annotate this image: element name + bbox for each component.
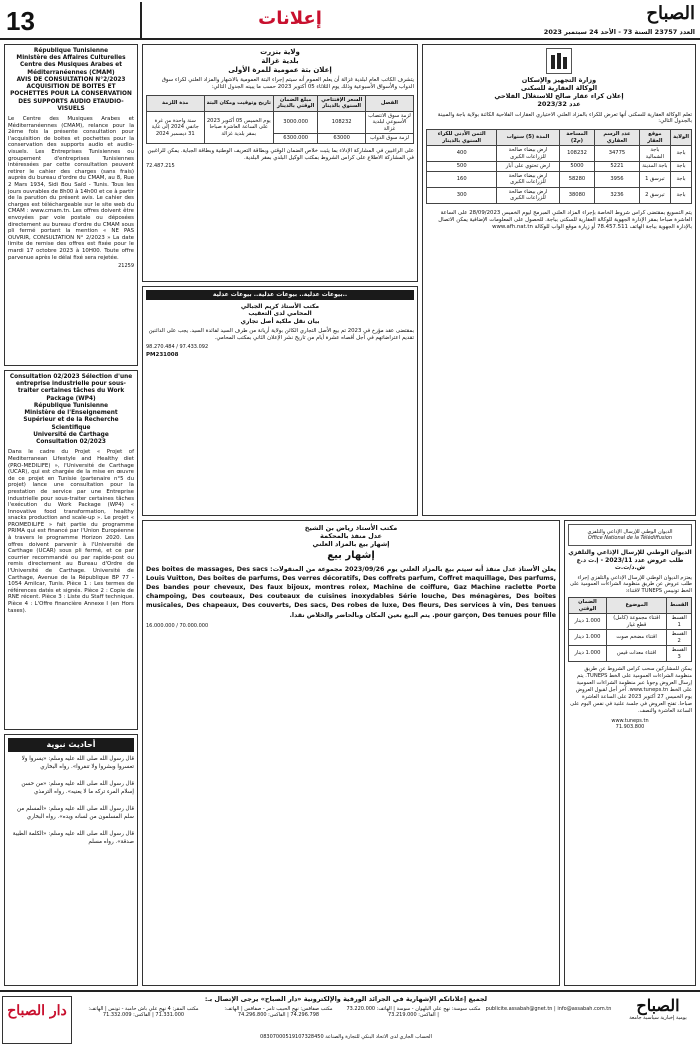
ucar-title-line: Université de Carthage [33, 431, 109, 438]
table-cell: 5221 [595, 162, 639, 172]
newspaper-logo [600, 3, 695, 25]
table-cell: اقتناء مجموعة (كامل) قطع غيار [606, 614, 666, 630]
auction-title-line: مكتب الأستاذ رياض بن الشيخ [304, 524, 398, 532]
table-cell: 58280 [559, 171, 595, 187]
onat-table [568, 597, 692, 662]
column-header: الفصل [365, 95, 413, 111]
hadith-box [4, 734, 138, 986]
footer-logo-left [2, 996, 72, 1044]
table-header-row [147, 95, 414, 111]
column-header: مدة اللزمة [147, 95, 205, 111]
onat-org-fr: Office National de la Télédiffusion [587, 535, 673, 541]
table-row [427, 187, 692, 203]
ucar-title-line: République Tunisienne [33, 402, 109, 409]
table-row [569, 630, 692, 646]
table-cell: القسط 3 [667, 646, 692, 662]
column-header: عدد الرسم العقاري [595, 130, 639, 146]
column-header: الموضوع [606, 598, 666, 614]
table-cell: 63000 [318, 134, 366, 144]
table-cell: اقتناء معدات قيس [606, 646, 666, 662]
ad-lease [422, 44, 696, 516]
lawyer-title-line: المحامي لدى التعقيب [248, 310, 312, 317]
footer-box: مكتب صفاقس: نهج الحبيب ثامر - صفاقس | الهاتف: 74.296.798 | الفاكس: 74.296.800 [224, 1006, 333, 1019]
table-cell: تبرسق 1 [639, 171, 670, 187]
table-row [569, 646, 692, 662]
ad-cmam [4, 44, 138, 366]
cmam-title-line: Ministère des Affaires Culturelles [16, 55, 126, 62]
hadith-list [8, 756, 134, 846]
table-cell: باجة الشمالية [639, 146, 670, 162]
ucar-title-line: Consultation 02/2023 Sélection d'une entreprise industrielle pour sous-traiter certaines tâches du Work Package (WP4) [9, 374, 133, 402]
cmam-title-line: ACQUISITION DE BOITES ET POCHETTES POUR LA CONSERVATION DES SUPPORTS AUDIO ETAUDIO-VISUELS [10, 84, 132, 112]
table-header-row [569, 598, 692, 614]
footer-logo-caption: يومية إخبارية سياسية جامعة [629, 1015, 687, 1021]
table-cell: القسط 2 [667, 630, 692, 646]
page-footer [0, 990, 700, 1045]
onat-org-ar: الديوان الوطني للإرسال الإذاعي والتلفزي [587, 528, 673, 535]
cmam-ref: 21259 [118, 263, 134, 270]
table-cell: تبرسق 2 [639, 187, 670, 203]
cmam-title [8, 48, 134, 113]
auction-ref: 16.000.000 / 70.000.000 [146, 622, 209, 629]
ad-ucar-consultation [4, 370, 138, 730]
hadith-banner: أحاديث نبوية [8, 738, 134, 752]
lease-title-line: إعلان كراء عقار صالح للاستغلال الفلاحي [494, 92, 624, 101]
table-cell: 1.000 دينار [569, 646, 607, 662]
onat-title-line: طلب عروض عدد 2023/11 - إ.ت د.ع ش.د/ت.ت [576, 556, 684, 571]
footer-logo-text: دار الصباح [7, 1003, 67, 1019]
column-header: الضمان الوقتي [569, 598, 607, 614]
cmam-body: Le Centre des Musiques Arabes et Méditerranéennes (CMAM), relance pour la 2ème fois la présente consultation pour l'acquisition de boites et pochettes pour la conservation des supports audio et audio-visuels. Les Entreprises Tunisiennes ou groupement d'entreprises Tunisiennes intéressées par cette consultation peuvent retirer le cahier des charges (sans frais) auprès du bureau d'ordre du CMAM, au 8, Rue 2 Mars 1934, Sidi Bou Saïd - Tunis. Tous les jours ouvrables de 8h00 à 14h00 et ce à partir de la parution du présent avis. Le cahier des charges est téléchargeable sur le site web du CMAM : www.cmam.tn. Les offres doivent être envoyées par voie postale ou déposées directement au bureau d'ordre du CMAM sous pli fermé portant la mention « NE PAS OUVRIR, CONSULTATION N° 2/2023 » La date limite de remise des offres est fixée pour le mardi 17 octobre 2023 à 10H00. Toute offre parvenue après le délai fixé sera rejetée. [8, 116, 134, 261]
column-header: مبلغ الضمان الوقتي بالدينار [273, 95, 317, 111]
onat-title [568, 549, 692, 572]
lease-body: يتم التسويغ بمقتضى كراس شروط الخاصة بإجراء المزاد العلني المبرمج ليوم الخميس 28/09/2023 على الساعة العاشرة صباحا بمقر الإدارة الجهوية للوكالة العقارية للسكنى بباجة. للحصول على المعلومات الإضافية يمكن الاتصال بالإدارة الجهوية بباجة الهاتف 78.457.511 أو زيارة موقع الواب للوكالة www.afh.nat.tn [438, 209, 692, 231]
lawyer-body: بمقتضى عقد مؤرخ في 2023 تم بيع الأصل التجاري الكائن بولاية أريانة من طرف السيد لفائدة السيد. يجب على الدائنين تقديم اعتراضاتهم في أجل أقصاه عشرة أيام من تاريخ نشر الإعلان الثاني بمكتب المحامي. [148, 328, 414, 341]
table-cell: ارض بيضاء صالحة للزراعات الكبرى [497, 187, 559, 203]
table-cell: باجة [671, 171, 692, 187]
bizerte-title-line: ولاية بنزرت [260, 48, 300, 56]
footer-logo-name: الصباح [636, 996, 680, 1015]
table-row [569, 614, 692, 630]
table-row [427, 171, 692, 187]
table-row [427, 146, 692, 162]
table-cell: 3000.000 [273, 111, 317, 134]
table-cell: ارض تحتوي على آبار [497, 162, 559, 172]
bizerte-body: على الراغبين في المشاركة الإدلاء بما يثبت خلاص الضمان الوقتي وبطاقة التعريف الوطنية وبطاقة الجباية. يمكن للراغبين في المشاركة الاطلاع على كراس الشروط بمكتب الوكيل البلدي بمقر البلدية. [147, 147, 414, 161]
bizerte-table [146, 95, 414, 144]
lease-title-line: وزارة التجهيز والإسكان [521, 76, 597, 84]
table-cell: 34775 [595, 146, 639, 162]
cmam-title-line: Centre des Musiques Arabes et Méditerranéennes (CMAM) [20, 62, 122, 76]
column-header: السعر الإفتتاحي السنوي بالدينار [318, 95, 366, 111]
onat-tel: 71.903.800 [615, 724, 645, 731]
table-cell: باجة [671, 146, 692, 162]
header-divider [140, 2, 142, 38]
page-number: 13 [6, 6, 35, 36]
ad-onat [564, 520, 696, 986]
bizerte-title-line: بلدية غزالة [261, 56, 299, 65]
column-header: القسط [667, 598, 692, 614]
cmam-title-line: République Tunisienne [33, 48, 109, 54]
auction-title-line: إشهار بيع بالمزاد العلني [312, 540, 390, 549]
table-cell: ارض بيضاء صالحة للزراعات الكبرى [497, 146, 559, 162]
table-cell: 500 [427, 162, 497, 172]
table-cell: سنة واحدة من غرة جانفي 2024 إلى غاية 31 ديسمبر 2024 [147, 111, 205, 143]
column-header: الولاية [671, 130, 692, 146]
hadith-item: قال رسول الله صلى الله عليه وسلم: «من حسن إسلام المرء تركه ما لا يعنيه». رواه الترمذي [21, 781, 134, 795]
lease-table [426, 129, 692, 204]
table-row [147, 111, 414, 134]
table-cell: 300 [427, 187, 497, 203]
table-cell: 6300.000 [273, 134, 317, 144]
table-cell: لزمة سوق الدواب [365, 134, 413, 144]
bizerte-intro: يتشرف الكاتب العام لبلدية غزالة أن يعلم العموم أنه سيتم إجراء البتة العمومية بالاشهار والمزاد العلني لكراء سوق الدواب والأسواق الأسبوعية وذلك يوم الثلاثاء 05 أكتوبر 2023 حسب ما يبينه الجدول التالي: [161, 77, 414, 90]
onat-title-line: الديوان الوطني للإرسال الإذاعي والتلفزي [568, 549, 692, 556]
column-header: الثمن الأدنى للكراء السنوي بالدينار [427, 130, 497, 146]
ucar-title-line: Ministère de l'Enseignement Supérieur et de la Recherche Scientifique [23, 410, 119, 431]
ad-lawyer [142, 286, 418, 516]
table-header-row [427, 130, 692, 146]
lease-intro: تعلم الوكالة العقارية للسكنى أنها تعرض للكراء بالمزاد العلني الاختياري العقارات الفلاحية الكائنة بولاية باجة والمبينة بالجدول التالي: [437, 111, 692, 125]
table-cell: القسط 1 [667, 614, 692, 630]
table-cell: 1.000 دينار [569, 614, 607, 630]
logo-text: الصباح [646, 3, 695, 24]
table-cell: 5000 [559, 162, 595, 172]
table-cell: 1.000 دينار [569, 630, 607, 646]
table-cell: لزمة سوق الانتصاب الأسبوعي لبلدية غزالة [365, 111, 413, 134]
lawyer-ref: 98.270.484 / 97.433.092 [146, 343, 209, 350]
auction-body: يعلن الأستاذ عدل منفذ أنه سيتم بيع بالمزاد العلني يوم 2023/09/26 مجموعة من المنقولات: Des boites de massages, Des sacs Louis Vuitton, Des boites de parfums, Des verres décoratifs, Des coffrets parfum, Coffret maquillage, Des parfums, Des bandes pour cheveux, Des faux bijoux, montres rolex, Machine de coiffure, Gaz Machine raclette Porte champoing, Des couteaux, Des couteaux de cuisines inoxydables Série louche, Des ménagères, Des boites musicales, Des chapeaux, Des couverts, Des sacs, Des robes de luxe, Des fleurs, Des services à vin, Des tenues pour garçon, Des tenues pour fille. يتم البيع بعين المكان وبالحاضر والخلاص نقدا. [146, 565, 557, 619]
section-title: إعلانات [258, 8, 322, 29]
footer-banner: لجميع إعلاناتكم الإشهارية في الجرائد الورقية والإلكترونية «دار الصباح» يرجى الإتصال بـ: [204, 995, 488, 1003]
lease-title-line: الوكالة العقارية للسكنى [520, 84, 598, 93]
onat-intro: يعتزم الديوان الوطني للإرسال الإذاعي والتلفزي إجراء طلب عروض عن طريق منظومة الشراءات العمومية على الخط تونيبس TUNEPS لاقتناء: [569, 574, 692, 594]
cmam-title-line: AVIS DE CONSULTATION N°2/2023 [16, 76, 126, 83]
column-header: المساحة (م2) [559, 130, 595, 146]
column-header: موقع العقار [639, 130, 670, 146]
table-cell: 108232 [318, 111, 366, 134]
bizerte-ref: 72.487.215 [146, 163, 175, 170]
footer-logo-right [620, 996, 696, 1044]
bizerte-title-line: إعلان بتة عمومية للمرة الأولى [228, 65, 332, 74]
auction-banner: إشهار بيع [327, 550, 375, 562]
ad-auction [142, 520, 560, 986]
table-cell: 400 [427, 146, 497, 162]
table-cell: باجة [671, 162, 692, 172]
table-row [427, 162, 692, 172]
column-header: تاريخ وتوقيت ومكان البتة [204, 95, 273, 111]
lawyer-title [146, 303, 414, 326]
auction-title [146, 524, 556, 548]
agency-logo-icon [546, 48, 572, 74]
ucar-title-line: Consultation 02/2023 [36, 439, 106, 446]
footer-box: مكتب المقر: 4 نهج علي باش حامبة - تونس | الهاتف: 71.331.000 | الفاكس: 71.332.009 [88, 1006, 199, 1019]
table-cell: 160 [427, 171, 497, 187]
table-cell: 108232 [559, 146, 595, 162]
issue-line: العدد 23757 السنة 73 - الأحد 24 سبتمبر 2023 [543, 28, 695, 36]
table-cell: باجة المدينة [639, 162, 670, 172]
table-cell: اقتناء مضخم صوت [606, 630, 666, 646]
table-cell: ارض بيضاء صالحة للزراعات الكبرى [497, 171, 559, 187]
onat-web[interactable]: www.tuneps.tn [611, 718, 649, 725]
hadith-item: قال رسول الله صلى الله عليه وسلم: «المسلم من سلم المسلمون من لسانه ويده». رواه البخاري [17, 806, 134, 820]
bizerte-title [146, 48, 414, 74]
auction-title-line: عدل منفذ بالمحكمة [320, 532, 382, 541]
lease-title-line: عدد 2023/32 [537, 100, 581, 109]
footer-box: مكتب سوسة: نهج علي البلهوان - سوسة | الهاتف: 73.220.000 | الفاكس: 73.219.000 [346, 1006, 481, 1019]
ucar-body: Dans le cadre du Projet « Projet of Mediterranean Lifestyle and Healthy diet (PRO-MEDILIFE) », l'Université de Carthage (UCAR), qui est chargée de la mise en œuvre de ce projet en Tunisie (partenaire n°5 du projet) lance une consultation pour la prestation de service par une Entreprise industrielle pour sous-traiter certaines tâches l'exécution du Work Package (WP4) « Innovative food transformation, healthy snacks production and scale-up ». Le projet « PROMEDILIFE » fait partie du programme PRIMA qui est financé par l'Union Européenne à travers le programme Horizon 2020. Les offres doivent parvenir à l'Université de Carthage (UCAR) sous pli fermé, et ce par courrier recommandé ou par rapide-post ou remis directement au Bureau d'Ordre de l'Université de Carthage. Université de Carthage, Avenue de la République BP 77 - 1054 Amilcar, Tunis. Pièce 1 : Les termes de références datés et signés. Pièce 2 : Copie de RNE récent. Pièce 3 : Liste du Staff technique. Pièce 4 : L'Offre financière Annexe I (en Hors taxes). [8, 449, 134, 614]
lawyer-banner: بيوعات عدلية.. بيوعات عدلية.. بيوعات عدلية.. [146, 290, 414, 300]
footer-box[interactable]: publicite.assabah@gnet.tn | info@assabah.com.tn [485, 1006, 612, 1012]
lease-title [426, 76, 692, 109]
lawyer-title-line: مكتب الأستاذ كريم الجبالي [240, 302, 320, 310]
hadith-item: قال رسول الله صلى الله عليه وسلم: «يسروا ولا تعسروا وبشروا ولا تنفروا». رواه البخاري [21, 756, 134, 770]
table-cell: 38080 [559, 187, 595, 203]
lawyer-title-line: بيان نقل ملكية أصل تجاري [240, 317, 320, 325]
page-header [0, 0, 700, 40]
table-cell: يوم الخميس 05 أكتوبر 2023 على الساعة العاشرة صباحا بمقر بلدية غزالة [204, 111, 273, 143]
table-cell: 3956 [595, 171, 639, 187]
hadith-item: قال رسول الله صلى الله عليه وسلم: «الكلمة الطيبة صدقة». رواه مسلم [12, 831, 134, 845]
ucar-title [8, 374, 134, 446]
table-cell: 3236 [595, 187, 639, 203]
table-cell: باجة [671, 187, 692, 203]
onat-logo [568, 524, 692, 546]
column-header: المدة (5) سنوات [497, 130, 559, 146]
onat-body: يمكن للمشاركين سحب كراس الشروط عن طريق منظومة الشراءات العمومية على الخط TUNEPS. يتم إرسال العروض وجوبا عبر منظومة الشراءات العمومية على الخط www.tuneps.tn. آخر أجل لقبول العروض يوم الخميس 27 أكتوبر 2023 على الساعة العاشرة صباحا. تفتح العروض في جلسة علنية في نفس اليوم على الساعة العاشرة والنصف. [570, 666, 692, 715]
ad-bizerte [142, 44, 418, 282]
lawyer-stamp: PM231008 [146, 351, 179, 358]
footer-bottom-line: الحساب الجاري لدى الاتحاد البنكي للتجارة والصناعة 08307000519107328450 [260, 1034, 432, 1040]
